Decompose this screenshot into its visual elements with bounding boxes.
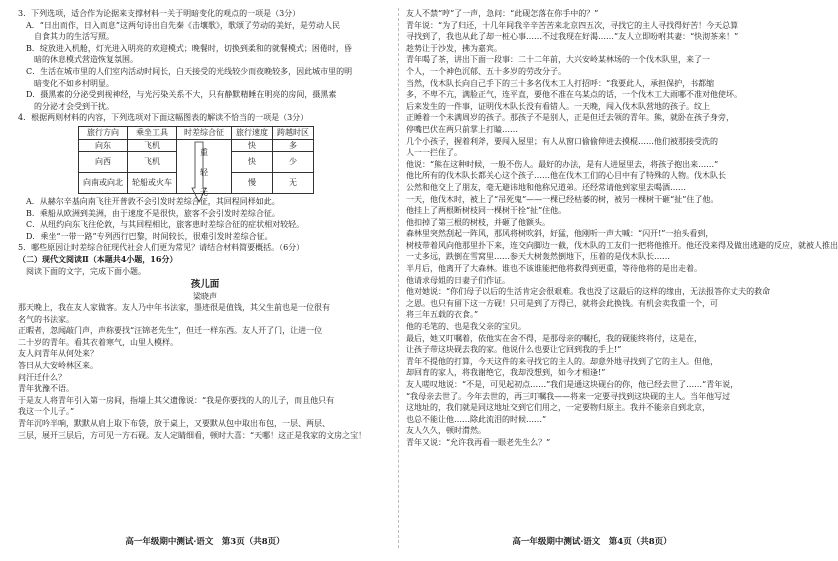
story-text-left (18, 302, 392, 441)
table-cell: 向南或向北 (79, 172, 128, 193)
story-line: 青年又说：“允许我再看一眼老先生么？” (406, 437, 551, 447)
table-row (79, 139, 314, 151)
table-cell: 飞机 (128, 139, 177, 151)
story-line: 正暇者，忽闻敲门声，声称要找“汪锦老先生”，但迁一样东西。友人开了门，让进一位 (18, 326, 323, 336)
story-line: 人一一拦住了。 (406, 148, 462, 158)
q4-stem: 4．根据两则材料的内容，下列选项对下面这幅图表的解读不恰当的一项是（3分） (18, 113, 309, 123)
story-line: 停嘴巴伏在两只前掌上打瞌…… (406, 124, 518, 134)
story-line: 却回育的家人，将我谢绝它，我却没想到，如今才相逢!” (406, 368, 606, 378)
story-line: 友人久久，顿时潸然。 (406, 426, 486, 436)
story-line: 青年不提他的打算，今天这件的来寻找它的主人的。却意外地寻找到了它的主人。但他， (406, 356, 718, 366)
page-footer: 高一年级期中测试·语文 第4页（共8页） (512, 537, 672, 547)
q3-option-b-line1: B．绽放进入机舱，灯光进入明亮的欢迎模式；晚餐时，切换到柔和的就餐模式；困倦时，昏 (26, 43, 352, 53)
section-instruction: 阅读下面的文字，完成下面小题。 (26, 266, 146, 276)
table-cell: 多 (273, 139, 314, 151)
table-header-row (79, 126, 314, 139)
story-line: 正睡着一个未满周岁的孩子。那孩子不是别人，正是但迁去领的青年。熊，就卧在孩子身旁， (406, 113, 734, 123)
table-header: 跨越时区 (273, 126, 314, 139)
q3-option-a-line2: 自食其力的生活写照。 (34, 32, 114, 42)
story-line: 青年沉吟半响，默默从肩上取下布袋，放于桌上，又要默从包中取出布包，一层、两层、 (18, 419, 330, 429)
table-header: 旅行速度 (232, 126, 273, 139)
story-line: 将三年五载的衣食。” (406, 310, 479, 320)
story-line: 青年犹豫不语。 (18, 384, 74, 394)
q3-option-a-line1: A．“日出而作，日入而息”这两句诗出自先秦《击壤歌》，歌颂了劳动的美好，是劳动人民 (26, 20, 340, 30)
q4-option-a: A．从赫尔辛基向南飞往开普敦不会引发时差综合征，其回程同样如此。 (26, 196, 280, 206)
story-line: 最后，她又叮嘱着，依他实在舍不得，是那母亲的嘱托，我的砚能终将付，这是在， (406, 333, 702, 343)
table-cell: 慢 (232, 172, 273, 193)
table-header: 时差综合征 (177, 126, 232, 139)
story-line: 名气的书法家。 (18, 314, 74, 324)
story-line: 三层，展开三层后，方可见一方石砚。友人定睛细看，顿时大喜：“天哪！这正是我家的文房之宝！ (18, 430, 367, 440)
table-cell: 少 (273, 151, 314, 172)
story-line: 友人不禁“哼”了一声，急问：“此砚怎落在你手中的？” (406, 9, 599, 18)
story-line: 一天，他伐木时，被上了“吊死鬼”——一棵已经枯萎的树，被另一棵树干砸“扯”住了他。 (406, 194, 719, 204)
story-line: 树枝带着风向他那里扑下来，连交向脚边一截，伐木队的工友们一把将他推开。他还没来得及做出逃避的反应，就被人推出 (406, 240, 838, 250)
table-header: 旅行方向 (79, 126, 128, 139)
q5-stem: 5．哪些原因让时差综合征现代社会人们更为常见？请结合材料简要概括。（6分） (18, 243, 305, 253)
table-cell: 轮船或火车 (128, 172, 177, 193)
q3-option-c-line2: 暗变化不如乡村明显。 (34, 78, 114, 88)
jetlag-table (78, 126, 314, 197)
story-line: 后来发生的一件事，证明伐木队长没有看错人。一天晚，闯入伐木队营地的孩子。纹上 (406, 101, 710, 111)
story-line: “我母亲去世了。今年去世的，再三叮嘱我——将来一定要寻找到这块砚的主人。当年他写过 (406, 391, 731, 401)
story-line: 这地址的，我们就是同这地址交到它们用之，一定要物归原主。我并不能亲自到北京， (406, 403, 710, 413)
story-line: 半月后，他离开了大森林。谁也不该谁能把他将救得到更重，等待他将的是出走着。 (406, 264, 702, 274)
table-cell: 快 (232, 139, 273, 151)
q4-option-c: C．从纽约向东飞往伦敦，与其回程相比，旅客患时差综合征的症状相对较轻。 (26, 220, 305, 230)
severity-arrow-cell (177, 139, 232, 197)
table-header: 乘坐工具 (128, 126, 177, 139)
story-line: 一丈多远，跌倒在雪窝里……参天大树轰然倒地下，压着的是伐木队长…… (406, 252, 670, 262)
severity-level: 无 (200, 187, 208, 197)
page-footer: 高一年级期中测试·语文 第3页（共8页） (125, 537, 285, 547)
q3-option-d-line1: D．摄黑素的分泌受到视神经，与光污染关系不大，只有静默精睡在明亮的房间，摄黑素 (26, 90, 337, 100)
page-divider (398, 8, 399, 548)
story-title: 孩儿面 (190, 279, 220, 291)
story-line: 他扣掉了第三根的树枝，并砸了他额头。 (406, 217, 550, 227)
story-text-right (406, 8, 838, 449)
story-line: 答曰从大安岭林区来。 (18, 361, 98, 371)
q3-option-b-line2: 暗的休息模式营造恢复氛围。 (34, 55, 138, 65)
story-line: 他挂上了两根断树枝同一棵树干拴“扯”住他。 (406, 206, 567, 216)
q3-stem: 3．下列选项，适合作为论据来支撑材料一关于明暗变化的观点的一项是（3分） (18, 9, 301, 18)
story-line: 当然，伐木队长向自己手下的三十多名伐木工人打招呼：“我要此人，承担保护，书都缩 (406, 78, 715, 88)
story-line: 我这一个儿子。” (18, 407, 75, 417)
severity-level: 重 (200, 147, 208, 157)
story-line: 他的毛笔的、也是我父亲的宝贝。 (406, 322, 526, 332)
table-cell: 飞机 (128, 151, 177, 172)
story-line: 二十岁的青年。看其衣着寒气，山里人模样。 (18, 337, 178, 347)
story-line: 之恩。也只有留下这一方砚！只可是到了万得已，就将会此换钱。有机会卖我重一个，可 (406, 298, 718, 308)
q3-option-c-line1: C．生活在城市里的人们室内活动时间长，白天接受的光线较少而夜晚较多，因此城市里的明 (26, 66, 353, 76)
story-line: 他请求母姐的日妻子们作证。 (406, 275, 510, 285)
q3-option-d-line2: 的分泌才会受到干扰。 (34, 101, 114, 111)
story-line: 友人问青年从何处来？ (18, 349, 98, 359)
story-line: 多，不卑不亢，满脸正气，连平直，要他不准在乌某点的话，一个伐木工大雨哪不准对他使坏。 (406, 90, 742, 100)
story-line: 他对她说：“你们母子以后的生活肯定会很艰难。我也没了这最后的这样的缘由，无法报答你丈夫的救命 (406, 287, 771, 297)
table-cell: 无 (273, 172, 314, 193)
story-line: 公然和他交上了朋友，毫无避讳地和他称兄道弟。还经常请他到家里去喝酒…… (406, 182, 686, 192)
q4-option-b: B．乘船从欧洲到美洲，由于速度不是很快，旅客不会引发时差综合征。 (26, 208, 280, 218)
story-author: 梁晓声 (193, 292, 217, 302)
section-heading: （二）现代文阅读Ⅱ（本题共4小题，16分） (18, 253, 178, 264)
story-line: 他说：“熊在这种时候，一般不伤人。最好的办法，是有人进屋里去，将孩子抱出来……” (406, 159, 719, 169)
right-page (406, 8, 838, 548)
story-line: 趁势让于沙发，拂为嘉宾。 (406, 43, 502, 53)
story-line: 森林里突然刮起一阵风，那风将树吹斜，好猛，他刚听一声大喊：“闪开!”一抬头看到， (406, 229, 714, 239)
story-line: 也总不能让他……除此流泪的时候……” (406, 414, 547, 424)
story-line: 问汗迁什么？ (18, 372, 66, 382)
story-line: 几个小孩子，握着利斧，要闯入屋里；有人从窗口偷偷伸进去摸棍……他们被那接受洗的 (406, 136, 718, 146)
left-page (18, 8, 392, 548)
table-cell: 向东 (79, 139, 128, 151)
story-line: 让孩子带这块砚去我的家。他说什么也要让它回到我的手上!” (406, 345, 622, 355)
story-line: 青年喝了茶，讲出下面一段事：二十二年前，大兴安岭某林场的一个伐木队里，来了一 (406, 55, 710, 65)
story-line: 青年说：“为了归还，十几年间我辛辛苦苦来北京四五次，寻找它的主人寻找得好苦！今天总算 (406, 20, 739, 30)
story-line: 他比所有的伐木队长都关心这个孩子……他在伐木工们的心目中有了特殊的人物。伐木队长 (406, 171, 726, 181)
story-line: 那天晚上，我在友人家做客。友人乃中年书法家，墨迹很是值钱，其父生前也是一位很有 (18, 303, 330, 313)
jetlag-table-wrap (18, 126, 392, 197)
severity-level: 轻 (200, 167, 208, 177)
q4-option-d: D．乘坐“一带一路”专列西行巴黎，时间较长，很难引发时差综合征。 (26, 231, 273, 241)
table-cell: 快 (232, 151, 273, 172)
story-line: 友人嗟叹地说：“不是，可见起初点……”我们是通这块砚台的你，他已经去世了……”青年说， (406, 380, 739, 389)
table-cell: 向西 (79, 151, 128, 172)
story-line: 于是友人将青年引入第一房间，指墙上其父遗像说：“我是你要找的人的儿子，而且他只有 (18, 395, 335, 405)
story-line: 个人，一个神色沉郁、五十多岁的劳改分子。 (406, 66, 566, 76)
story-line: 寻找到了，我也从此了却一桩心事……不过我现在好渴……”友人立即吩咐其妻：“快沏茶来！” (406, 32, 739, 42)
